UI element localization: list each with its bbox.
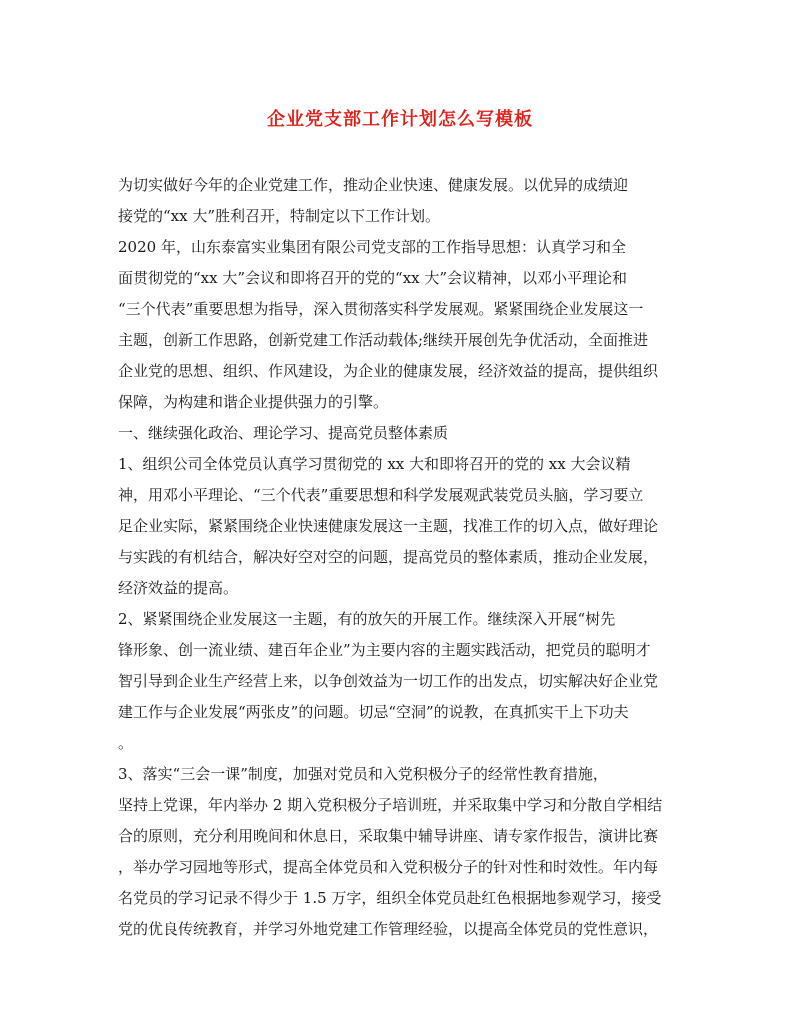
- text-line: 智引导到企业生产经营上来，以争创效益为一切工作的出发点，切实解决好企业党: [118, 672, 659, 690]
- section-heading: 一、继续强化政治、理论学习、提高党员整体素质: [118, 424, 449, 442]
- text-line: 2、紧紧围绕企业发展这一主题，有的放矢的开展工作。继续深入开展“树先: [118, 610, 616, 628]
- text-line: 企业党的思想、组织、作风建设，为企业的健康发展，经济效益的提高，提供组织: [118, 362, 659, 380]
- text-line: 合的原则，充分利用晚间和休息日，采取集中辅导讲座、请专家作报告，演讲比赛: [118, 827, 659, 845]
- text-line: 建工作与企业发展“两张皮”的问题。切忌“空洞”的说教，在真抓实干上下功夫: [118, 703, 629, 721]
- text-line: 面贯彻党的“xx 大”会议和即将召开的党的“xx 大”会议精神，以邓小平理论和: [118, 269, 628, 287]
- text-line: “三个代表”重要思想为指导，深入贯彻落实科学发展观。紧紧围绕企业发展这一: [118, 300, 644, 318]
- text-line: 名党员的学习记录不得少于 1.5 万字，组织全体党员赴红色根据地参观学习，接受: [118, 889, 662, 907]
- text-line: 2020 年，山东泰富实业集团有限公司党支部的工作指导思想：认真学习和全: [118, 238, 626, 256]
- text-line: 神，用邓小平理论、“三个代表”重要思想和科学发展观武装党员头脑，学习要立: [118, 486, 644, 504]
- text-line: 接党的“xx 大”胜利召开，特制定以下工作计划。: [118, 207, 441, 225]
- text-line: 主题，创新工作思路，创新党建工作活动载体;继续开展创先争优活动，全面推进: [118, 331, 649, 349]
- text-line: 坚持上党课，年内举办 2 期入党积极分子培训班，并采取集中学习和分散自学相结: [118, 796, 663, 814]
- text-line: 与实践的有机结合，解决好空对空的问题，提高党员的整体素质，推动企业发展，: [118, 548, 659, 566]
- text-line: 3、落实“三会一课”制度，加强对党员和入党积极分子的经常性教育措施，: [118, 765, 608, 783]
- document-title: 企业党支部工作计划怎么写模板: [267, 109, 533, 130]
- text-line: 1、组织公司全体党员认真学习贯彻党的 xx 大和即将召开的党的 xx 大会议精: [118, 455, 631, 473]
- text-line: 锋形象、创一流业绩、建百年企业”为主要内容的主题实践活动，把党员的聪明才: [118, 641, 651, 659]
- text-line: 党的优良传统教育，并学习外地党建工作管理经验，以提高全体党员的党性意识，: [118, 920, 659, 938]
- text-line: ，举办学习园地等形式，提高全体党员和入党积极分子的针对性和时效性。年内每: [118, 858, 659, 876]
- text-line: 足企业实际，紧紧围绕企业快速健康发展这一主题，找准工作的切入点，做好理论: [118, 517, 659, 535]
- text-line: 经济效益的提高。: [118, 579, 239, 597]
- text-line: 为切实做好今年的企业党建工作，推动企业快速、健康发展。以优异的成绩迎: [118, 176, 629, 194]
- text-line: 。: [118, 734, 134, 752]
- text-line: 保障，为构建和谐企业提供强力的引擎。: [118, 393, 389, 411]
